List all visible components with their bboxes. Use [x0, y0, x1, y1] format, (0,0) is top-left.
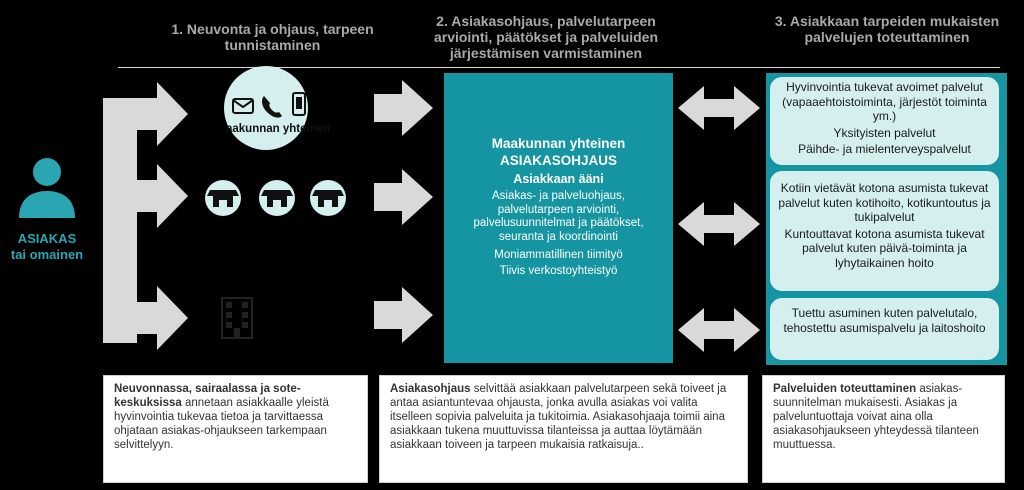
bottom-box-implementation	[762, 375, 1005, 483]
customer-label-line1: ASIAKAS	[17, 231, 77, 246]
double-arrows	[678, 86, 760, 352]
bottom-box-advice-bold: Neuvonnassa, sairaalassa ja sote-keskuksissa	[114, 383, 301, 409]
service-box-open-p3: Päihde- ja mielenterveyspalvelut	[798, 142, 971, 156]
shop-icons	[205, 180, 346, 216]
bracket-arrows	[103, 82, 188, 350]
service-box-housing	[770, 298, 999, 360]
bottom-box-implementation-bold: Palveluiden toteuttaminen	[773, 383, 917, 395]
service-box-home-p1: Kotiin vietävät kotona asumista tukevat palvelut kuten kotihoito, kotikuntoutus ja tukipalvelut	[778, 181, 991, 224]
header-col3: 3. Asiakkaan tarpeiden mukaisten palvelujen toteuttaminen	[774, 13, 1000, 45]
bottom-box-guidance-text: selvittää asiakkaan palvelutarpeen sekä toiveet ja antaa asiantuntevaa ohjausta, jonka avulla asiakas voi valita itselleen sopivia palveluita ja tukitoimia. Asiakasohjaaja toimii aina asiakkaan tukena muuttuvissa tilanteissa ja auttaa löytämään asiakkaan toiveen ja tarpeen mukaisia ratkaisuja..	[390, 383, 727, 451]
center-body: Asiakas- ja palveluohjaus, palvelutarpeen arviointi, palvelusuunnitelmat ja päätökset, seuranta ja koordinointi	[473, 190, 644, 243]
service-box-open-p2: Yksityisten palvelut	[833, 125, 936, 140]
center-title-line1: Maakunnan yhteinen	[491, 136, 626, 151]
customer-label	[5, 231, 89, 263]
center-title-line2: ASIAKASOHJAUS	[499, 153, 618, 168]
customer-person-icon	[19, 158, 75, 218]
service-box-home	[770, 171, 999, 291]
bottom-box-guidance-bold: Asiakasohjaus	[390, 383, 471, 395]
customer-guidance-box	[444, 73, 673, 363]
contact-circle-label: aakunnan yhteinen	[226, 123, 331, 135]
bottom-box-guidance	[379, 375, 748, 483]
bottom-box-advice-text: annetaan asiakkaalle yleistä hyvinvointia tukevaa tietoa ja tarvittaessa ohjataan asiakas-ohjaukseen tarkempaan selvittelyyn.	[114, 397, 329, 451]
header-col2: 2. Asiakasohjaus, palvelutarpeen arviointi, päätökset ja palveluiden järjestämisen varmistaminen	[433, 13, 659, 61]
bottom-box-advice	[103, 375, 368, 483]
center-title	[444, 135, 673, 169]
contact-channels-icons	[224, 66, 331, 150]
services-column	[766, 73, 1007, 365]
service-box-open-p1: Hyvinvointia tukevat avoimet palvelut (vapaaehtoistoiminta, järjestöt toiminta ym.)	[782, 80, 987, 123]
center-line-teamwork: Moniammatillinen tiimityö	[494, 249, 623, 261]
service-box-home-p2: Kuntouttavat kotona asumista tukevat palvelut kuten päivä-toiminta ja lyhytaikainen hoito	[784, 226, 985, 270]
bottom-box-implementation-text: asiakas-suunnitelman mukaisesti. Asiakas ja palveluntuottaja voivat aina olla asiakasohjaukseen yhteydessä tilanteen muuttuessa.	[773, 383, 979, 451]
arrows-to-center	[374, 80, 433, 343]
service-box-open	[770, 77, 999, 165]
header-col1: 1. Neuvonta ja ohjaus, tarpeen tunnistaminen	[171, 21, 374, 53]
center-line-network: Tiivis verkostoyhteistyö	[499, 265, 618, 277]
customer-label-line2: tai omainen	[10, 247, 84, 262]
hospital-building-icon	[222, 298, 252, 338]
center-subtitle: Asiakkaan ääni	[513, 172, 604, 186]
service-box-housing-p1: Tuettu asuminen kuten palvelutalo, tehostettu asumispalvelu ja laitoshoito	[783, 306, 986, 335]
